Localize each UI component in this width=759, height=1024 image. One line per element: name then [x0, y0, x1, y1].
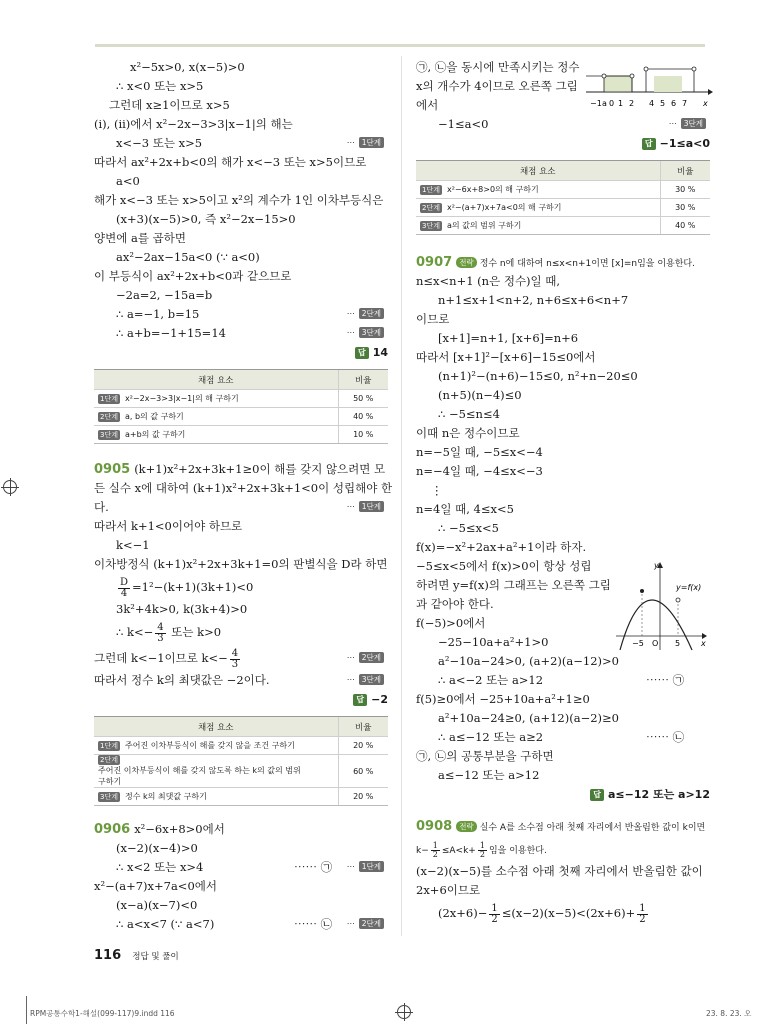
text-line: 2x+6이므로 — [416, 883, 481, 897]
text-line: 그런데 k<−1이므로 k<− $\frac{4}{3}$ ⋯ 2단계 — [94, 645, 388, 671]
registration-mark — [397, 1005, 411, 1019]
text-line: a²−10a−24>0, (a+2)(a−12)>0 — [438, 654, 619, 668]
text-line: (x+3)(x−5)>0, 즉 x²−2x−15>0 — [116, 212, 296, 226]
text-line: 따라서 [x+1]²−[x+6]−15≤0에서 — [416, 350, 596, 364]
text-line: 따라서 정수 k의 최댓값은 −2이다. ⋯ 3단계 — [94, 671, 388, 690]
step-marker: ⋯ 1단계 — [347, 137, 384, 149]
text-line: f(x)=−x²+2ax+a²+1이라 하자. — [416, 540, 587, 554]
problem-0905: 0905 (k+1)x²+2x+3k+1≥0이 해를 갖지 않으려면 모 — [94, 462, 386, 477]
text-line: −5≤x<5에서 f(x)>0이 항상 성립 — [416, 559, 592, 573]
svg-text:6: 6 — [671, 99, 677, 108]
text-line: f(−5)>0에서 — [416, 616, 486, 630]
text-line: 3k²+4k>0, k(3k+4)>0 — [116, 602, 248, 616]
text-line: [x+1]=n+1, [x+6]=n+6 — [438, 331, 579, 345]
text-line: ∴ k<− $\frac{4}{3}$ 또는 k>0 — [116, 621, 222, 644]
step-marker: ⋯ 1단계 — [347, 501, 384, 513]
scoring-table: 채점 요소 비율 1단계 x²−2x−3>3|x−1|의 해 구하기 50 % 2단계 a, b의 값 구하기 40 % 3단계 a+b의 값 구하기 10 % — [94, 369, 388, 444]
text-line: 하려면 y=f(x)의 그래프는 오른쪽 그림 — [416, 578, 611, 592]
text-line: 이 부등식이 ax²+2x+b<0과 같으므로 — [94, 269, 292, 283]
column-divider — [401, 56, 402, 936]
text-line: ax²−2ax−15a<0 (∵ a<0) — [116, 250, 260, 264]
table-row: 3단계 정수 k의 최댓값 구하기 20 % — [94, 788, 388, 806]
text-line: ∴ a=−1, b=15 ⋯ 2단계 — [94, 305, 388, 324]
step-marker: ⋯ 2단계 — [347, 918, 384, 930]
text-line: ㉠, ㉡의 공통부분을 구하면 — [416, 749, 554, 763]
answer-line: 답 −1≤a<0 — [416, 134, 710, 154]
text-line: n+1≤x+1<n+2, n+6≤x+6<n+7 — [438, 293, 629, 307]
text-line: −25−10a+a²+1>0 — [438, 635, 549, 649]
text-line: a<0 — [116, 174, 140, 188]
text-line: −2a=2, −15a=b — [116, 288, 213, 302]
svg-text:4: 4 — [649, 99, 655, 108]
text-line: ∴ −5≤x<5 — [438, 521, 499, 535]
step-marker: ⋯ 1단계 — [347, 861, 384, 873]
step-marker: ⋯ 2단계 — [347, 308, 384, 320]
page-number: 116 — [94, 948, 122, 963]
text-line: n=−4일 때, −4≤x<−3 — [416, 464, 543, 478]
parabola-graph-figure — [616, 560, 710, 652]
svg-text:2: 2 — [629, 99, 635, 108]
svg-text:7: 7 — [682, 99, 688, 108]
table-row: 1단계 x²−6x+8>0의 해 구하기 30 % — [416, 181, 710, 199]
text-line: x²−(a+7)x+7a<0에서 — [94, 879, 217, 893]
svg-text:O: O — [652, 639, 659, 648]
svg-text:a: a — [602, 99, 607, 108]
text-line: ∴ a<x<7 (∵ a<7) ⋯⋯ ㉡ ⋯ 2단계 — [94, 915, 388, 934]
text-line: n≤x<n+1 (n은 정수)일 때, — [416, 274, 561, 288]
top-rule — [95, 44, 705, 47]
text-line: (x−a)(x−7)<0 — [116, 898, 198, 912]
svg-text:y: y — [654, 561, 659, 570]
text-line: ∴ a<−2 또는 a>12 ⋯⋯ ㉠ — [438, 673, 685, 687]
print-date: 23. 8. 23. 오 — [706, 1009, 752, 1018]
text-line: n=4일 때, 4≤x<5 — [416, 502, 514, 516]
svg-text:1: 1 — [618, 99, 624, 108]
text-line: ∴ −5≤n≤4 — [438, 407, 500, 421]
text-line: x²−5x>0, x(x−5)>0 — [130, 60, 245, 74]
problem-0906: 0906 x²−6x+8>0에서 — [94, 822, 225, 837]
text-line: (x−2)(x−5)를 소수점 아래 첫째 자리에서 반올림한 값이 — [416, 864, 703, 878]
text-line: ㉠, ㉡을 동시에 만족시키는 정수 — [416, 60, 580, 74]
text-line: n=−5일 때, −5≤x<−4 — [416, 445, 543, 459]
text-line: 에서 — [416, 98, 439, 112]
right-column — [416, 58, 710, 926]
text-line: ∴ x<2 또는 x>4 ⋯⋯ ㉠ ⋯ 1단계 — [94, 858, 388, 877]
problem-0908: 0908 전략 실수 A를 소수점 아래 첫째 자리에서 반올림한 값이 k이면 — [416, 819, 706, 834]
table-row: 1단계 x²−2x−3>3|x−1|의 해 구하기 50 % — [94, 390, 388, 408]
text-line: 해가 x<−3 또는 x>5이고 x²의 계수가 1인 이차부등식은 — [94, 193, 384, 207]
scoring-table: 채점 요소 비율 1단계 주어진 이차부등식이 해를 갖지 않을 조건 구하기 20 % 2단계주어진 이차부등식이 해를 갖지 않도록 하는 k의 값의 범위 구하기 60 % 3단계 정수 k의 최댓값 구하기 20 % — [94, 716, 388, 806]
table-row: 2단계 x²−(a+7)x+7a<0의 해 구하기 30 % — [416, 199, 710, 217]
text-line: 다. ⋯ 1단계 — [94, 498, 388, 517]
text-line: (i), (ii)에서 x²−2x−3>3|x−1|의 해는 — [94, 117, 293, 131]
table-row: 2단계 a, b의 값 구하기 40 % — [94, 408, 388, 426]
number-line-figure — [584, 64, 714, 112]
answer-line: 답 a≤−12 또는 a>12 — [416, 785, 710, 805]
registration-mark — [3, 480, 17, 494]
hint-line: k− $\frac{1}{2}$ ≤A<k+ $\frac{1}{2}$ 임을 이용한다. — [416, 840, 547, 859]
svg-text:x: x — [701, 639, 706, 648]
page-footer — [94, 944, 179, 963]
step-marker: ⋯ 3단계 — [669, 118, 706, 130]
answer-line: 답 14 — [94, 343, 388, 363]
text-line: x의 개수가 4이므로 오른쪽 그림 — [416, 79, 578, 93]
print-file-info: RPM공통수학1-해설(099-117)9.indd 116 — [30, 1009, 175, 1018]
text-line: 이때 n은 정수이므로 — [416, 426, 520, 440]
answer-line: 답 −2 — [94, 690, 388, 710]
left-column — [94, 58, 393, 934]
text-line: (n+5)(n−4)≤0 — [438, 388, 522, 402]
crop-mark — [26, 996, 27, 1024]
text-line: ⋮ — [431, 483, 443, 497]
svg-text:0: 0 — [609, 99, 615, 108]
svg-text:5: 5 — [675, 639, 681, 648]
step-marker: ⋯ 3단계 — [347, 327, 384, 339]
text-line: x<−3 또는 x>5 ⋯ 1단계 — [94, 134, 388, 153]
step-marker: ⋯ 2단계 — [347, 652, 384, 664]
text-line: ∴ x<0 또는 x>5 — [116, 79, 204, 93]
text-line: a≤−12 또는 a>12 — [438, 768, 540, 782]
svg-text:x: x — [703, 99, 708, 108]
text-line: ∴ a+b=−1+15=14 ⋯ 3단계 — [94, 324, 388, 343]
text-line: 따라서 ax²+2x+b<0의 해가 x<−3 또는 x>5이므로 — [94, 155, 367, 169]
text-line: k<−1 — [116, 538, 150, 552]
text-line: f(5)≥0에서 −25+10a+a²+1≥0 — [416, 692, 590, 706]
text-line: 이므로 — [416, 312, 450, 326]
page-label: 정답 및 풀이 — [132, 952, 179, 962]
text-line: ∴ a≤−12 또는 a≥2 ⋯⋯ ㉡ — [438, 730, 685, 744]
text-line: −1≤a<0 ⋯ 3단계 — [416, 115, 710, 134]
text-line: 든 실수 x에 대하여 (k+1)x²+2x+3k+1<0이 성립해야 한 — [94, 481, 393, 495]
table-row: 1단계 주어진 이차부등식이 해를 갖지 않을 조건 구하기 20 % — [94, 737, 388, 755]
text-line: 과 같아야 한다. — [416, 597, 494, 611]
text-line: (2x+6)− $\frac{1}{2}$ ≤(x−2)(x−5)<(2x+6)+ $\frac{1}{2}$ — [438, 902, 646, 925]
step-marker: ⋯ 3단계 — [347, 674, 384, 686]
table-row: 3단계 a의 값의 범위 구하기 40 % — [416, 217, 710, 235]
text-line: $\frac{D}{4}$ =1²−(k+1)(3k+1)<0 — [120, 576, 254, 599]
text-line: 그런데 x≥1이므로 x>5 — [109, 98, 230, 112]
text-line: a²+10a−24≥0, (a+12)(a−2)≥0 — [438, 711, 619, 725]
text-line: (n+1)²−(n+6)−15≤0, n²+n−20≤0 — [438, 369, 638, 383]
problem-0907: 0907 전략 정수 n에 대하여 n≤x<n+1이면 [x]=n임을 이용한다. — [416, 255, 695, 270]
text-line: 이차방정식 (k+1)x²+2x+3k+1=0의 판별식을 D라 하면 — [94, 557, 388, 571]
text-line: (x−2)(x−4)>0 — [116, 841, 198, 855]
svg-text:−1: −1 — [590, 99, 602, 108]
table-row: 3단계 a+b의 값 구하기 10 % — [94, 426, 388, 444]
svg-text:−5: −5 — [632, 639, 644, 648]
svg-text:5: 5 — [660, 99, 666, 108]
text-line: 따라서 k+1<0이어야 하므로 — [94, 519, 243, 533]
text-line: 양변에 a를 곱하면 — [94, 231, 186, 245]
scoring-table: 채점 요소 비율 1단계 x²−6x+8>0의 해 구하기 30 % 2단계 x²−(a+7)x+7a<0의 해 구하기 30 % 3단계 a의 값의 범위 구하기 40 % — [416, 160, 710, 235]
table-row: 2단계주어진 이차부등식이 해를 갖지 않도록 하는 k의 값의 범위 구하기 60 % — [94, 755, 388, 788]
svg-text:y=f(x): y=f(x) — [676, 583, 702, 592]
